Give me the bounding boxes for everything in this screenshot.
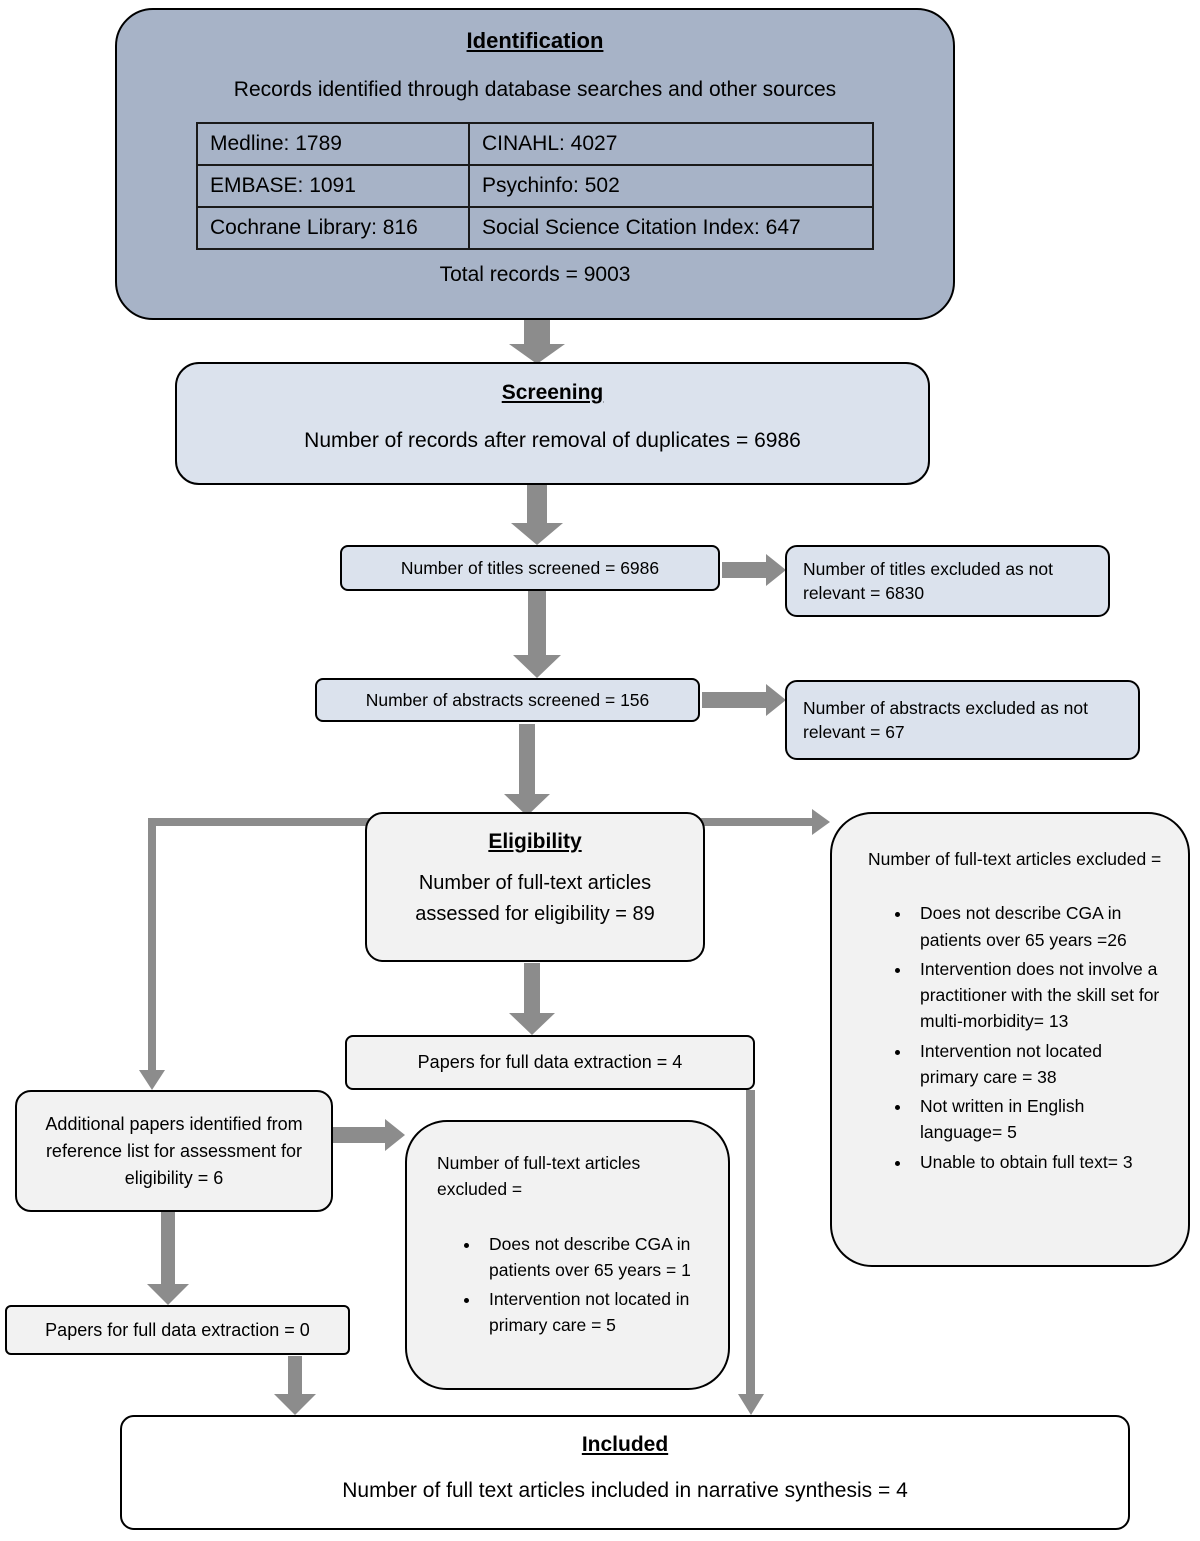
arrow-titles-abstracts-head [513,655,561,678]
titles-excluded-text: Number of titles excluded as not relevant = 6830 [803,558,1053,603]
arrow-identification-screening-shaft [524,316,550,344]
eligibility-box [365,812,705,962]
fulltext-excluded-heading: Number of full-text articles excluded = [868,849,1162,869]
identification-subtitle: Records identified through database searches and other sources [233,78,837,101]
arrow-titles-abstracts-shaft [528,591,546,655]
papers-extraction-additional-text: Papers for full data extraction = 0 [45,1319,310,1340]
arrow-identification-screening-head [509,344,565,364]
titles-excluded-box [785,545,1110,617]
identification-box [115,8,955,320]
additional-excluded-box [405,1120,730,1390]
source-cell-medline: Medline: 1789 [197,123,469,165]
arrow-extraction0-included-shaft [288,1356,302,1394]
source-cell-ssci: Social Science Citation Index: 647 [469,207,873,249]
identification-title: Identification [466,28,604,53]
included-title: Included [581,1433,669,1456]
table-row [197,123,873,165]
additional-excluded-heading: Number of full-text articles excluded = [437,1153,641,1200]
arrow-extraction4-included-head [738,1394,764,1415]
source-cell-cochrane: Cochrane Library: 816 [197,207,469,249]
abstracts-screened-text: Number of abstracts screened = 156 [365,689,650,710]
arrow-additional-extraction-head [147,1284,189,1305]
arrow-additional-excluded-shaft [333,1127,385,1143]
source-cell-embase: EMBASE: 1091 [197,165,469,207]
line-extraction4-included [746,1090,755,1394]
list-item: • Not written in English language= 5 [912,1093,1164,1146]
list-item: • Does not describe CGA in patients over 65 years = 1 [481,1231,708,1284]
table-row [197,165,873,207]
fulltext-excluded-box [830,812,1190,1267]
arrow-abstracts-excluded-head [766,684,786,716]
included-box [120,1415,1130,1530]
list-item: • Intervention does not involve a practitioner with the skill set for multi-morbidity= 13 [912,956,1164,1035]
table-row [197,207,873,249]
arrow-titles-excluded-head [766,554,786,586]
included-text: Number of full text articles included in narrative synthesis = 4 [342,1479,908,1502]
arrow-additional-extraction-shaft [161,1212,175,1284]
eligibility-title: Eligibility [488,830,582,853]
abstracts-excluded-text: Number of abstracts excluded as not relevant = 67 [803,697,1089,742]
list-item: • Intervention not located primary care = 38 [912,1038,1164,1091]
screening-box [175,362,930,485]
screening-text: Number of records after removal of duplicates = 6986 [304,429,801,452]
source-cell-cinahl: CINAHL: 4027 [469,123,873,165]
papers-extraction-additional-box [5,1305,350,1355]
additional-papers-box [15,1090,333,1212]
list-item: • Unable to obtain full text= 3 [912,1149,1164,1175]
arrow-screening-titles-shaft [527,485,547,523]
abstracts-screened-box [315,678,700,722]
additional-excluded-list [437,1231,708,1339]
arrow-titles-excluded-shaft [722,562,766,578]
arrow-abstracts-excluded-shaft [702,692,766,708]
eligibility-text: Number of full-text articles assessed for eligibility = 89 [415,872,655,925]
arrow-additional-excluded-head [385,1119,405,1151]
total-records-text: Total records = 9003 [439,263,631,286]
abstracts-excluded-box [785,680,1140,760]
screening-title: Screening [501,381,604,404]
source-cell-psychinfo: Psychinfo: 502 [469,165,873,207]
arrow-screening-titles-head [511,523,563,545]
additional-papers-text: Additional papers identified from reference list for assessment for eligibility = 6 [45,1113,303,1188]
list-item: • Does not describe CGA in patients over 65 years =26 [912,900,1164,953]
fulltext-excluded-list [868,900,1164,1175]
line-branch-vertical [148,818,156,1070]
titles-screened-box [340,545,720,591]
papers-extraction-main-box [345,1035,755,1090]
arrow-extraction0-included-head [274,1394,316,1415]
titles-screened-text: Number of titles screened = 6986 [400,557,660,578]
arrow-branch-right-head [812,809,830,835]
arrow-eligibility-extraction-shaft [524,963,540,1013]
arrow-branch-down-head [139,1070,165,1090]
arrow-abstracts-eligibility-shaft [519,724,535,794]
list-item: • Intervention not located in primary care = 5 [481,1286,708,1339]
papers-extraction-main-text: Papers for full data extraction = 4 [417,1052,683,1072]
arrow-eligibility-extraction-head [509,1013,555,1035]
sources-table [196,122,874,250]
